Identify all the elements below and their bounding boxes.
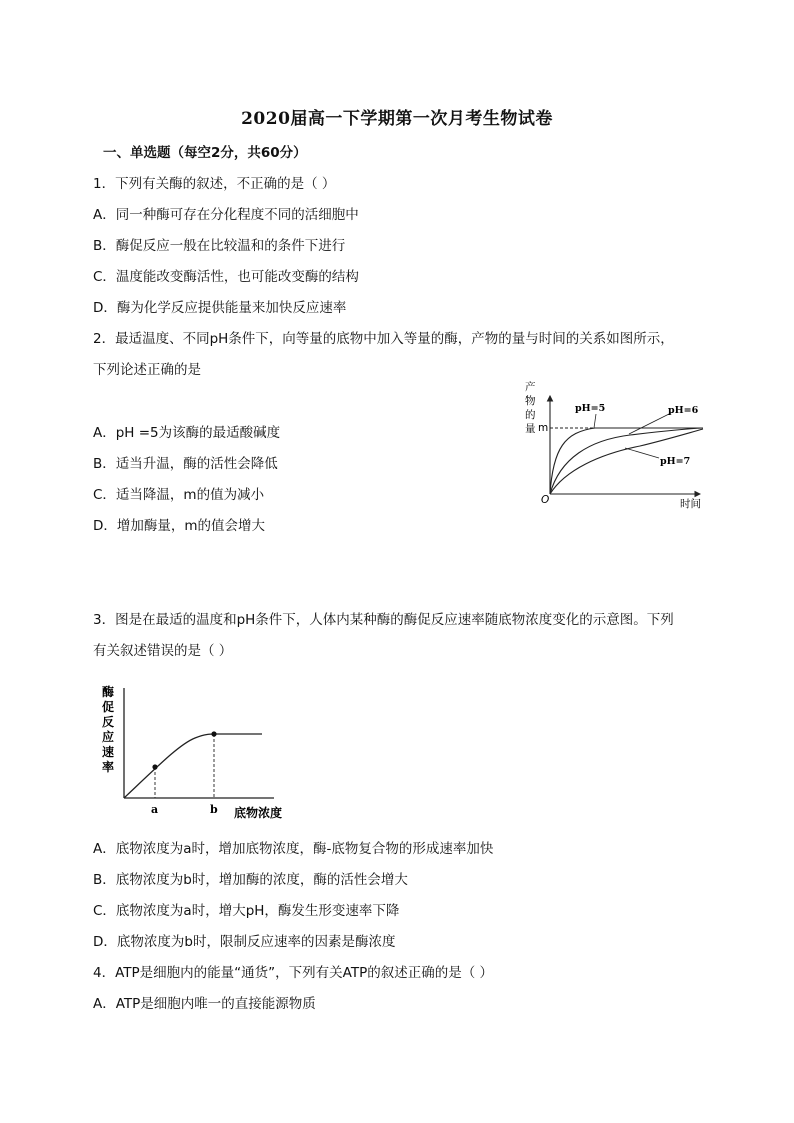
exam-title: 2020届高一下学期第一次月考生物试卷	[241, 109, 553, 129]
q3-option-b: B．底物浓度为b时，增加酶的浓度，酶的活性会增大	[93, 872, 408, 888]
q3-x-label: 底物浓度	[234, 806, 283, 820]
q1-option-a: A．同一种酶可存在分化程度不同的活细胞中	[93, 207, 359, 223]
q2-label-ph5: pH=5	[575, 403, 606, 414]
q2-option-c: C．适当降温，m的值为减小	[93, 487, 265, 503]
q2-option-d: D．增加酶量，m的值会增大	[93, 518, 266, 534]
q3-point-a	[152, 764, 157, 769]
q4-stem: 4．ATP是细胞内的能量“通货”，下列有关ATP的叙述正确的是（ ）	[93, 965, 494, 981]
q2-stem-line1: 2．最适温度、不同pH条件下，向等量的底物中加入等量的酶，产物的量与时间的关系如图所示，	[93, 331, 674, 347]
q2-option-a: A．pH =5为该酶的最适酸碱度	[93, 425, 281, 441]
q3-figure	[100, 684, 300, 824]
q3-ylabel-char: 应	[102, 730, 115, 744]
q3-stem-line2: 有关叙述错误的是（ ）	[93, 643, 233, 659]
q3-point-b	[211, 731, 216, 736]
q3-option-d: D．底物浓度为b时，限制反应速率的因素是酶浓度	[93, 934, 396, 950]
q2-leader-ph7	[625, 448, 659, 458]
q2-ylabel-char: 产	[525, 381, 536, 393]
q3-option-a: A．底物浓度为a时，增加底物浓度，酶-底物复合物的形成速率加快	[93, 841, 494, 857]
q2-ylabel-char: 的	[525, 409, 536, 421]
q2-ylabel-char: 量	[525, 423, 536, 435]
q3-ylabel-char: 酶	[102, 685, 115, 699]
section-heading: 一、单选题（每空2分，共60分）	[103, 145, 307, 161]
q3-ylabel-char: 率	[102, 760, 115, 774]
q4-option-a: A．ATP是细胞内唯一的直接能源物质	[93, 996, 316, 1012]
q2-option-b: B．适当升温，酶的活性会降低	[93, 456, 278, 472]
q2-label-ph6: pH=6	[668, 405, 699, 416]
q2-origin-label: O	[541, 494, 550, 506]
q3-label-a: a	[151, 803, 159, 816]
q1-option-c: C．温度能改变酶活性，也可能改变酶的结构	[93, 269, 359, 285]
q2-ylabel-char: 物	[525, 395, 536, 407]
q2-m-label: m	[538, 422, 549, 434]
q3-rate-curve	[124, 734, 262, 798]
q2-label-ph7: pH=7	[660, 456, 691, 467]
q1-option-b: B．酶促反应一般在比较温和的条件下进行	[93, 238, 346, 254]
q2-figure	[505, 378, 715, 518]
q3-option-c: C．底物浓度为a时，增大pH，酶发生形变速率下降	[93, 903, 400, 919]
q2-x-label: 时间	[680, 498, 701, 510]
q3-label-b: b	[210, 803, 218, 816]
q1-option-d: D．酶为化学反应提供能量来加快反应速率	[93, 300, 347, 316]
q2-stem-line2: 下列论述正确的是	[93, 362, 201, 378]
q3-ylabel-char: 促	[102, 700, 115, 714]
q2-leader-ph5	[594, 414, 596, 428]
q3-ylabel-char: 速	[102, 745, 115, 759]
q3-ylabel-char: 反	[102, 715, 115, 729]
q3-stem-line1: 3．图是在最适的温度和pH条件下，人体内某种酶的酶促反应速率随底物浓度变化的示意图。下列	[93, 612, 674, 628]
q1-stem: 1．下列有关酶的叙述，不正确的是（ ）	[93, 176, 336, 192]
